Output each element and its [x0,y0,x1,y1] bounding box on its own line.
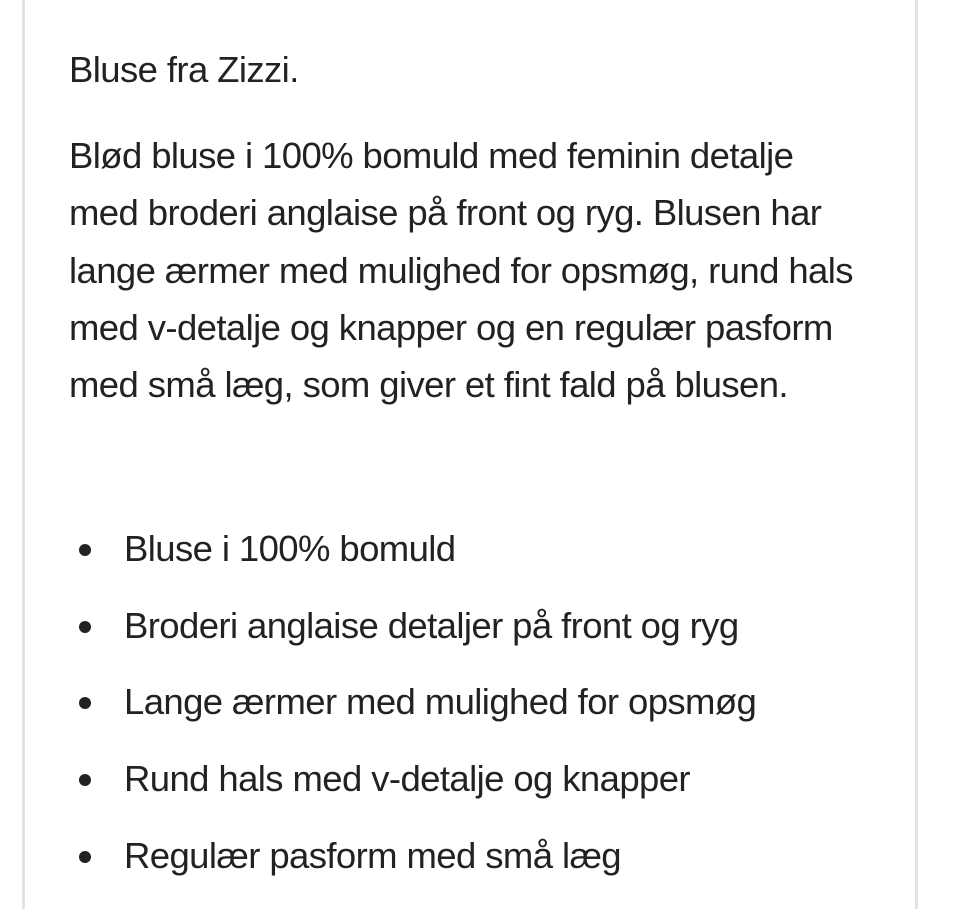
product-intro: Bluse fra Zizzi. [69,49,299,90]
bullet-dot-icon [79,544,91,556]
feature-item [69,821,756,898]
feature-item [69,667,756,744]
feature-item [69,591,756,668]
feature-text: Regulær pasform med små læg [124,834,622,876]
feature-list [69,514,756,897]
feature-text: Bluse i 100% bomuld [124,528,456,569]
bullet-dot-icon [79,621,91,633]
feature-text: Rund hals med v-detalje og knapper [124,758,690,800]
feature-item [69,744,756,821]
feature-text: Lange ærmer med mulighed for opsmøg [124,681,757,723]
feature-text: Broderi anglaise detaljer på front og ryg [124,604,739,646]
bullet-dot-icon [79,697,91,709]
product-description: Blød bluse i 100% bomuld med feminin detalje med broderi anglaise på front og ryg. Blusen har lange ærmer med mulighed for opsmøg, rund hals med v-detalje og knapper og en regulær pasform med små læg, som giver et fint fald på blusen. [69,135,853,406]
bullet-dot-icon [79,774,91,786]
bullet-dot-icon [79,851,91,863]
feature-item [69,514,756,591]
product-description-panel [22,0,918,909]
